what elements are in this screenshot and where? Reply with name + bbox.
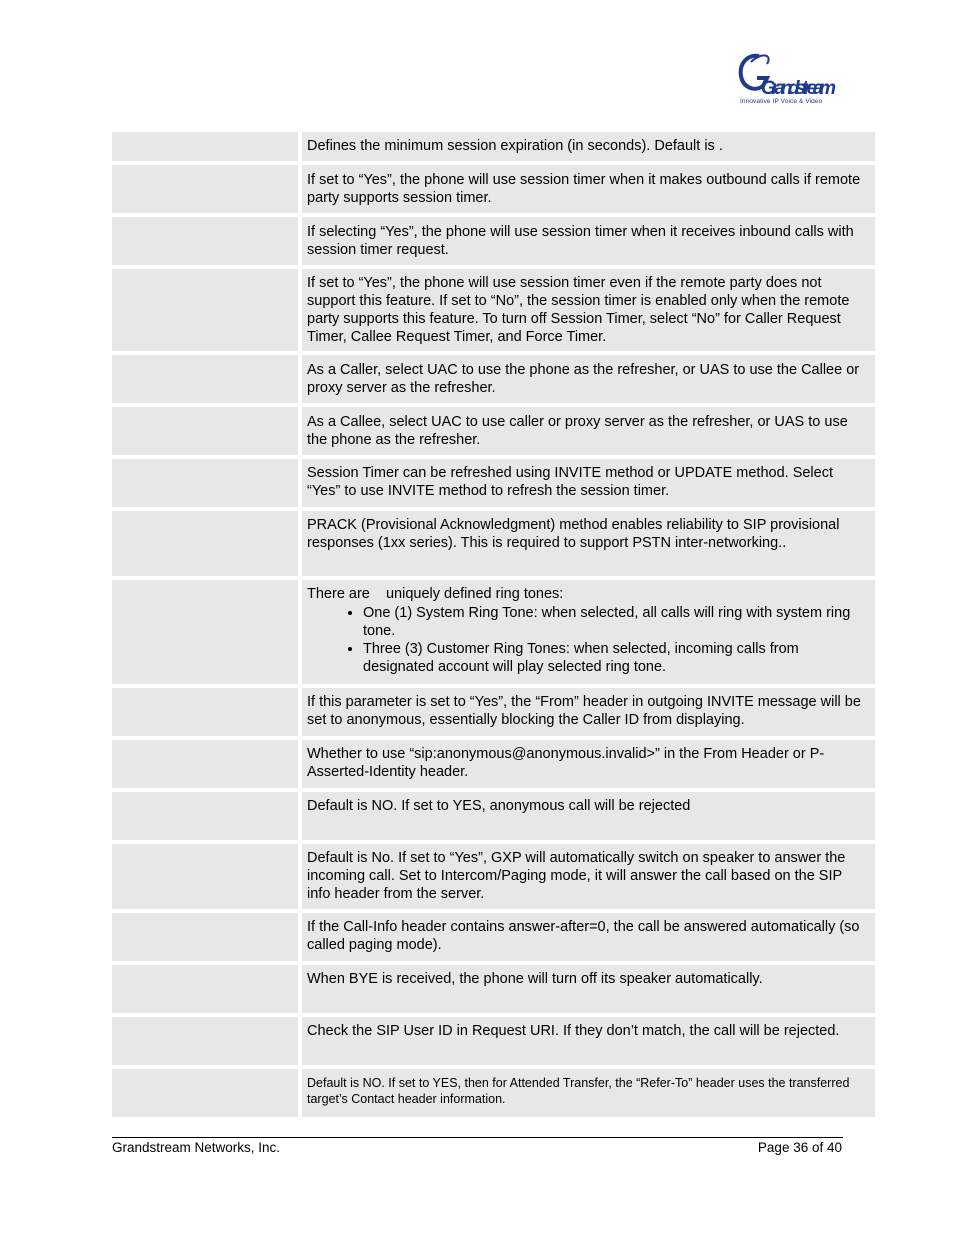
table-row bbox=[112, 688, 875, 736]
table-row bbox=[112, 407, 875, 455]
description-cell bbox=[302, 580, 875, 684]
parameter-name-cell bbox=[112, 407, 298, 455]
table-row bbox=[112, 269, 875, 351]
table-row bbox=[112, 132, 875, 161]
description-cell bbox=[302, 511, 875, 576]
description-text: When BYE is received, the phone will turn off its speaker automatically. bbox=[307, 971, 763, 987]
table-row bbox=[112, 740, 875, 788]
parameter-name-cell bbox=[112, 965, 298, 1013]
description-text: If this parameter is set to “Yes”, the “From” header in outgoing INVITE message will be set to anonymous, essentially blocking the Caller ID from displaying. bbox=[307, 694, 861, 728]
description-text: As a Caller, select UAC to use the phone as the refresher, or UAS to use the Callee or proxy server as the refresher. bbox=[307, 362, 860, 396]
description-cell bbox=[302, 913, 875, 961]
description-cell bbox=[302, 132, 875, 161]
parameter-name-cell bbox=[112, 580, 298, 684]
parameter-name-cell bbox=[112, 1017, 298, 1065]
parameter-name-cell bbox=[112, 355, 298, 403]
parameter-name-cell bbox=[112, 740, 298, 788]
description-cell bbox=[302, 355, 875, 403]
footer-company: Grandstream Networks, Inc. bbox=[112, 1140, 281, 1155]
ring-tone-list bbox=[307, 604, 867, 676]
description-cell bbox=[302, 269, 875, 351]
footer-divider bbox=[112, 1137, 843, 1138]
description-text: If set to “Yes”, the phone will use session timer even if the remote party does not support this feature. If set to “No”, the session timer is enabled only when the remote party supports this feature. To turn off Session Timer, select “No” for Caller Request Timer, Callee Request Timer, and Force Timer. bbox=[307, 275, 850, 345]
grandstream-logo bbox=[737, 50, 842, 110]
parameter-name-cell bbox=[112, 1069, 298, 1117]
table-row bbox=[112, 792, 875, 840]
table-row bbox=[112, 913, 875, 961]
description-text: PRACK (Provisional Acknowledgment) method enables reliability to SIP provisional responses (1xx series). This is required to support PSTN inter-networking.. bbox=[307, 517, 840, 551]
parameter-name-cell bbox=[112, 269, 298, 351]
logo-tagline: Innovative IP Voice & Video bbox=[740, 98, 823, 105]
table-row bbox=[112, 459, 875, 507]
description-cell bbox=[302, 217, 875, 265]
parameter-name-cell bbox=[112, 459, 298, 507]
parameter-name-cell bbox=[112, 217, 298, 265]
list-item: • One (1) System Ring Tone: when selected, all calls will ring with system ring tone. bbox=[363, 604, 867, 640]
parameter-name-cell bbox=[112, 688, 298, 736]
description-cell bbox=[302, 1069, 875, 1117]
description-text: Whether to use “sip:anonymous@anonymous.invalid>” in the From Header or P-Asserted-Identity header. bbox=[307, 746, 825, 780]
description-text: Check the SIP User ID in Request URI. If they don’t match, the call will be rejected. bbox=[307, 1023, 840, 1039]
logo-mark bbox=[737, 50, 842, 100]
parameter-name-cell bbox=[112, 511, 298, 576]
table-row bbox=[112, 165, 875, 213]
description-text: Default is No. If set to “Yes”, GXP will automatically switch on speaker to answer the incoming call. Set to Intercom/Paging mode, it will answer the call based on the SIP info header from the server. bbox=[307, 850, 846, 902]
description-cell bbox=[302, 792, 875, 840]
parameter-name-cell bbox=[112, 132, 298, 161]
description-text: Session Timer can be refreshed using INVITE method or UPDATE method. Select “Yes” to use INVITE method to refresh the session timer. bbox=[307, 465, 833, 499]
description-cell bbox=[302, 688, 875, 736]
description-text: There are uniquely defined ring tones: bbox=[307, 586, 564, 602]
table-row bbox=[112, 965, 875, 1013]
description-cell bbox=[302, 459, 875, 507]
table-row bbox=[112, 355, 875, 403]
logo-wordmark: Grandstream bbox=[761, 78, 836, 99]
parameter-name-cell bbox=[112, 913, 298, 961]
parameter-name-cell bbox=[112, 844, 298, 909]
description-cell bbox=[302, 844, 875, 909]
description-text: Defines the minimum session expiration (in seconds). Default is . bbox=[307, 138, 723, 154]
description-cell bbox=[302, 1017, 875, 1065]
table-row bbox=[112, 1017, 875, 1065]
list-item: • Three (3) Customer Ring Tones: when selected, incoming calls from designated account will play selected ring tone. bbox=[363, 640, 867, 676]
description-text: If set to “Yes”, the phone will use session timer when it makes outbound calls if remote party supports session timer. bbox=[307, 172, 861, 206]
description-text: If selecting “Yes”, the phone will use session timer when it receives inbound calls with session timer request. bbox=[307, 224, 854, 258]
description-cell bbox=[302, 165, 875, 213]
description-cell bbox=[302, 407, 875, 455]
table-row bbox=[112, 511, 875, 576]
table-row bbox=[112, 844, 875, 909]
description-text: Default is NO. If set to YES, anonymous call will be rejected bbox=[307, 798, 691, 814]
parameter-name-cell bbox=[112, 792, 298, 840]
description-cell bbox=[302, 965, 875, 1013]
description-cell bbox=[302, 740, 875, 788]
table-row bbox=[112, 580, 875, 684]
description-text: Default is NO. If set to YES, then for Attended Transfer, the “Refer-To” header uses the transferred target’s Contact header information. bbox=[307, 1076, 850, 1106]
parameter-name-cell bbox=[112, 165, 298, 213]
description-text: As a Callee, select UAC to use caller or proxy server as the refresher, or UAS to use the phone as the refresher. bbox=[307, 414, 848, 448]
table-row bbox=[112, 217, 875, 265]
description-text: If the Call-Info header contains answer-after=0, the call be answered automatically (so called paging mode). bbox=[307, 919, 860, 953]
footer-page-number: Page 36 of 40 bbox=[757, 1140, 842, 1155]
table-row bbox=[112, 1069, 875, 1117]
settings-table bbox=[112, 132, 875, 1121]
